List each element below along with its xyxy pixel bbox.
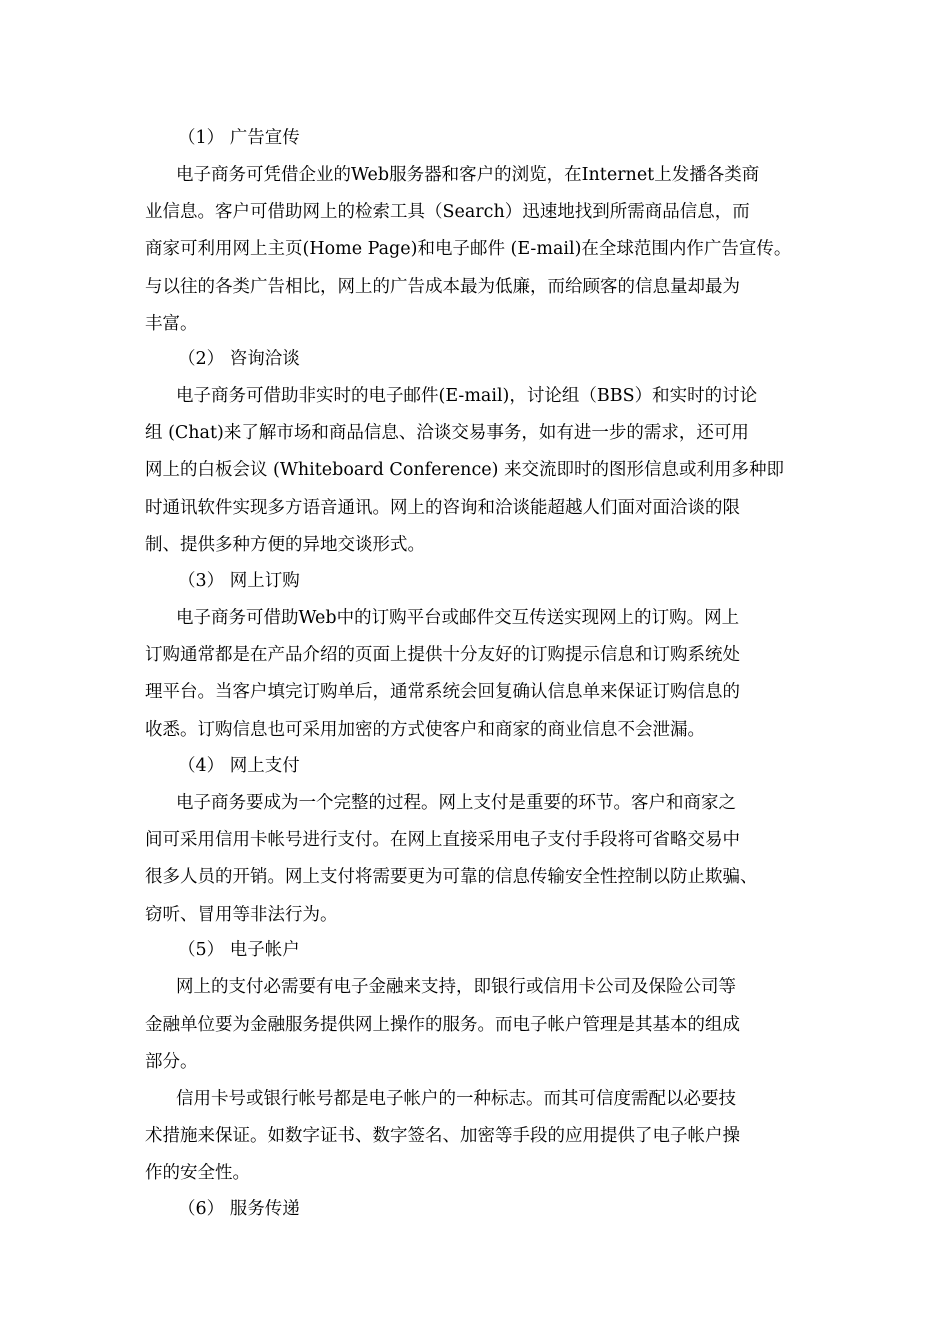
section-heading-5: （5） 电子帐户: [178, 940, 300, 960]
paragraph-line: 丰富。: [145, 314, 198, 334]
paragraph-line: 部分。: [145, 1052, 198, 1072]
paragraph-line: 与以往的各类广告相比，网上的广告成本最为低廉，而给顾客的信息量却最为: [145, 277, 740, 297]
paragraph-line: 商家可利用网上主页(Home Page)和电子邮件 (E-mail)在全球范围内作广告宣传。: [145, 239, 792, 259]
paragraph-line: 网上的支付必需要有电子金融来支持，即银行或信用卡公司及保险公司等: [176, 977, 736, 997]
paragraph-line: 窃听、冒用等非法行为。: [145, 905, 338, 925]
paragraph-line: 业信息。客户可借助网上的检索工具（Search）迅速地找到所需商品信息，而: [145, 202, 750, 222]
paragraph-line: 收悉。订购信息也可采用加密的方式使客户和商家的商业信息不会泄漏。: [145, 720, 705, 740]
paragraph-line: 很多人员的开销。网上支付将需要更为可靠的信息传输安全性控制以防止欺骗、: [145, 867, 758, 887]
paragraph-line: 订购通常都是在产品介绍的页面上提供十分友好的订购提示信息和订购系统处: [145, 645, 740, 665]
section-heading-1: （1） 广告宣传: [178, 128, 300, 148]
paragraph-line: 信用卡号或银行帐号都是电子帐户的一种标志。而其可信度需配以必要技: [176, 1089, 736, 1109]
paragraph-line: 制、提供多种方便的异地交谈形式。: [145, 535, 425, 555]
paragraph-line: 组 (Chat)来了解市场和商品信息、洽谈交易事务，如有进一步的需求，还可用: [145, 423, 749, 443]
paragraph-line: 时通讯软件实现多方语音通讯。网上的咨询和洽谈能超越人们面对面洽谈的限: [145, 498, 740, 518]
section-heading-4: （4） 网上支付: [178, 756, 300, 776]
paragraph-line: 间可采用信用卡帐号进行支付。在网上直接采用电子支付手段将可省略交易中: [145, 830, 740, 850]
section-heading-2: （2） 咨询洽谈: [178, 349, 300, 369]
paragraph-line: 电子商务要成为一个完整的过程。网上支付是重要的环节。客户和商家之: [176, 793, 736, 813]
section-heading-3: （3） 网上订购: [178, 571, 300, 591]
paragraph-line: 电子商务可借助Web中的订购平台或邮件交互传送实现网上的订购。网上: [176, 608, 740, 628]
paragraph-line: 术措施来保证。如数字证书、数字签名、加密等手段的应用提供了电子帐户操: [145, 1126, 740, 1146]
paragraph-line: 作的安全性。: [145, 1163, 250, 1183]
paragraph-line: 理平台。当客户填完订购单后，通常系统会回复确认信息单来保证订购信息的: [145, 682, 740, 702]
paragraph-line: 网上的白板会议 (Whiteboard Conference) 来交流即时的图形信息或利用多种即: [145, 460, 785, 480]
paragraph-line: 电子商务可凭借企业的Web服务器和客户的浏览，在Internet上发播各类商: [176, 165, 760, 185]
paragraph-line: 金融单位要为金融服务提供网上操作的服务。而电子帐户管理是其基本的组成: [145, 1015, 740, 1035]
section-heading-6: （6） 服务传递: [178, 1199, 300, 1219]
paragraph-line: 电子商务可借助非实时的电子邮件(E-mail)，讨论组（BBS）和实时的讨论: [176, 386, 758, 406]
